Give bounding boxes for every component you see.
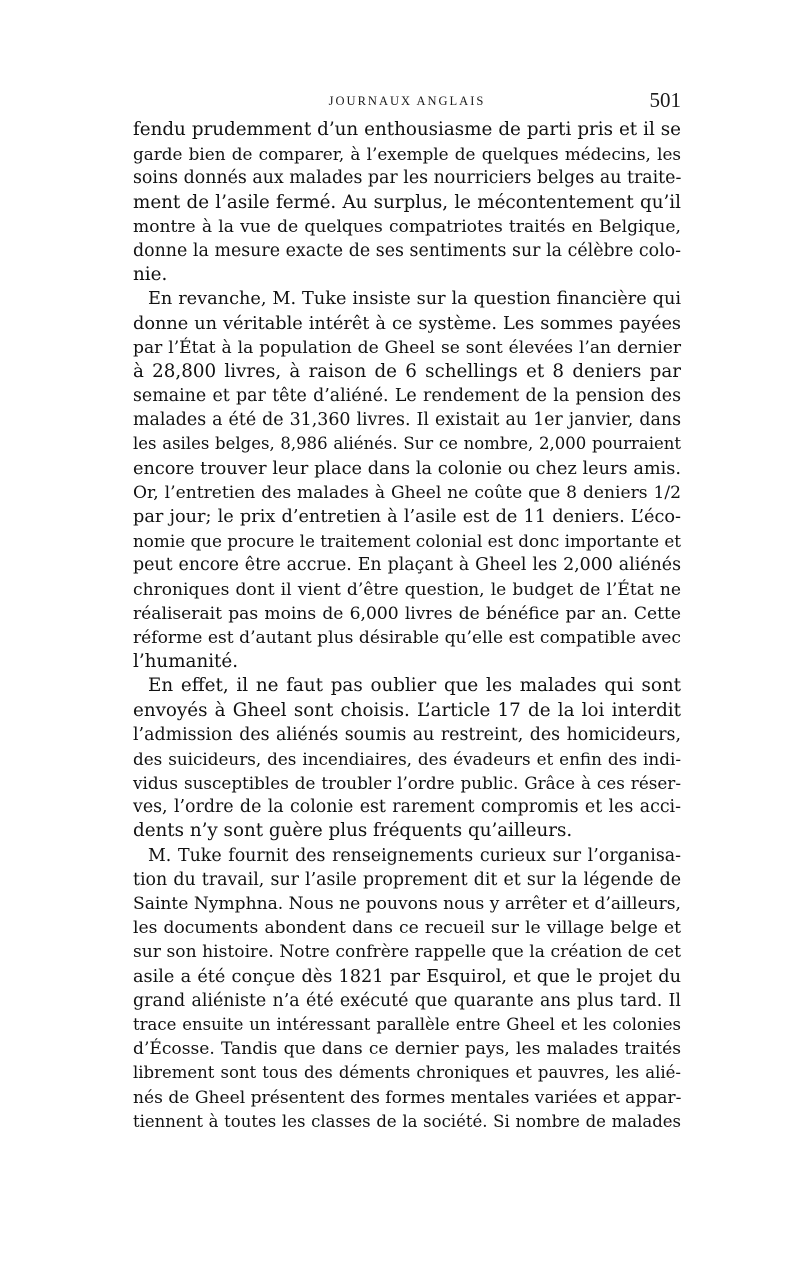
text-line: tiennent à toutes les classes de la société. Si nombre de malades [133, 1111, 681, 1131]
text-line: semaine et par tête d’aliéné. Le rendement de la pension des [133, 386, 681, 407]
text-line: d’Écosse. Tandis que dans ce dernier pays, les malades traités [133, 1039, 681, 1060]
text-line: Sainte Nymphna. Nous ne pouvons nous y arrêter et d’ailleurs, [133, 894, 681, 914]
text-line: trace ensuite un intéressant parallèle entre Gheel et les colonies [133, 1014, 681, 1034]
text-line: à 28,800 livres, à raison de 6 schellings et 8 deniers par [133, 360, 681, 382]
text-line: réforme est d’autant plus désirable qu’elle est compatible avec [133, 627, 681, 648]
text-line: soins donnés aux malades par les nourriciers belges au traite- [133, 168, 682, 189]
body-text [133, 118, 681, 1134]
text-line: l’admission des aliénés soumis au restreint, des homicideurs, [133, 724, 681, 745]
text-line: montre à la vue de quelques compatriotes traités en Belgique, [133, 216, 681, 237]
text-line: nomie que procure le traitement colonial est donc importante et [133, 531, 682, 552]
text-line: fendu prudemment d’un enthousiasme de parti pris et il se [133, 119, 681, 140]
text-line: En revanche, M. Tuke insiste sur la question financière qui [148, 289, 681, 310]
text-line: les documents abondent dans ce recueil sur le village belge et [133, 918, 681, 939]
text-line: donne un véritable intérêt à ce système. Les sommes payées [133, 313, 681, 334]
running-title: JOURNAUX ANGLAIS [328, 94, 486, 108]
text-line: chroniques dont il vient d’être question, le budget de l’État ne [133, 579, 681, 600]
text-line: des suicideurs, des incendiaires, des évadeurs et enfin des indi- [133, 748, 681, 769]
text-line: par jour; le prix d’entretien à l’asile est de 11 deniers. L’éco- [133, 507, 681, 527]
text-line: nés de Gheel présentent des formes mentales variées et appar- [133, 1087, 682, 1108]
text-line: les asiles belges, 8,986 aliénés. Sur ce nombre, 2,000 pourraient [133, 434, 681, 454]
text-line: tion du travail, sur l’asile proprement dit et sur la légende de [133, 869, 681, 890]
page-number: 501 [649, 88, 681, 112]
text-line: Or, l’entretien des malades à Gheel ne coûte que 8 deniers 1/2 [133, 482, 681, 503]
text-line: En effet, il ne faut pas oublier que les malades qui sont [148, 675, 681, 697]
text-line: ves, l’ordre de la colonie est rarement compromis et les acci- [133, 797, 681, 818]
text-line: malades a été de 31,360 livres. Il existait au 1er janvier, dans [133, 410, 681, 431]
text-line: dents n’y sont guère plus fréquents qu’ailleurs. [133, 820, 573, 842]
text-line: garde bien de comparer, à l’exemple de quelques médecins, les [133, 144, 681, 165]
text-line: envoyés à Gheel sont choisis. L’article 17 de la loi interdit [133, 699, 681, 721]
text-line: donne la mesure exacte de ses sentiments sur la célèbre colo- [133, 240, 681, 261]
text-line: librement sont tous des déments chroniques et pauvres, les alié- [133, 1063, 681, 1083]
text-line: M. Tuke fournit des renseignements curieux sur l’organisa- [148, 845, 681, 866]
text-line: nie. [133, 264, 168, 286]
running-head [133, 88, 681, 116]
text-line: grand aliéniste n’a été exécuté que quarante ans plus tard. Il [133, 990, 681, 1011]
text-line: encore trouver leur place dans la colonie ou chez leurs amis. [133, 458, 681, 479]
text-line: par l’État à la population de Gheel se sont élevées l’an dernier [133, 337, 681, 358]
text-line: sur son histoire. Notre confrère rappelle que la création de cet [133, 942, 681, 963]
text-line: l’humanité. [133, 651, 239, 673]
text-line: vidus susceptibles de troubler l’ordre public. Grâce à ces réser- [133, 773, 681, 794]
text-line: peut encore être accrue. En plaçant à Gheel les 2,000 aliénés [133, 555, 681, 576]
text-line: ment de l’asile fermé. Au surplus, le mécontentement qu’il [133, 191, 681, 213]
text-line: asile a été conçue dès 1821 par Esquirol, et que le projet du [133, 966, 681, 987]
text-line: réaliserait pas moins de 6,000 livres de bénéfice par an. Cette [133, 603, 681, 624]
